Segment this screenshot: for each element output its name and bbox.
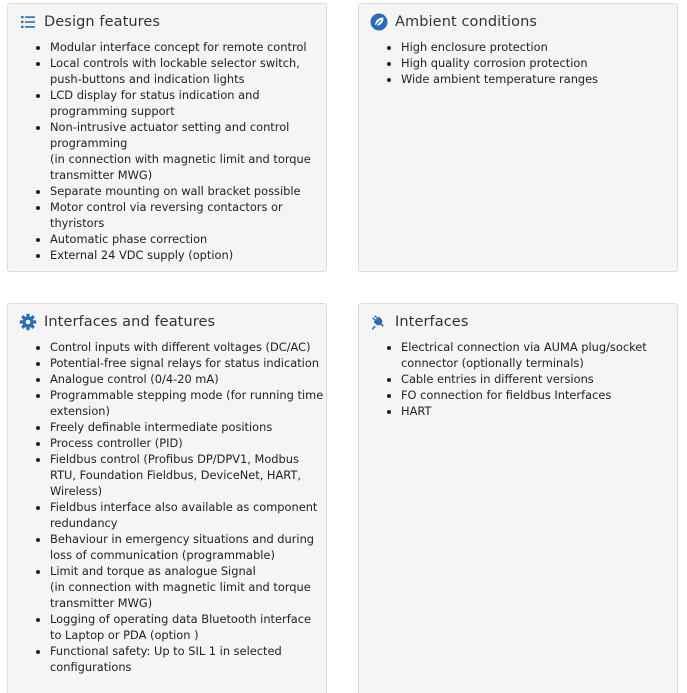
list-item: • Wide ambient temperature ranges xyxy=(401,71,676,87)
list-item: • Modular interface concept for remote control xyxy=(50,39,325,55)
ambient-conditions-card xyxy=(358,3,678,272)
interfaces-title: Interfaces xyxy=(395,314,469,330)
list-item: • Control inputs with different voltages (DC/AC) xyxy=(50,339,325,355)
interfaces-list xyxy=(381,339,676,419)
list-item: • LCD display for status indication and programming support xyxy=(50,87,325,119)
interfaces-header xyxy=(370,312,468,332)
list-item: • Analogue control (0/4-20 mA) xyxy=(50,371,325,387)
list-item: • Electrical connection via AUMA plug/socket connector (optionally terminals) xyxy=(401,339,676,371)
list-item: • Potential-free signal relays for status indication xyxy=(50,355,325,371)
list-item: • Non-intrusive actuator setting and control programming (in connection with magnetic limit and torque transmitter MWG) xyxy=(50,119,325,183)
list-item: • HART xyxy=(401,403,676,419)
ambient-conditions-title: Ambient conditions xyxy=(395,14,538,30)
list-item: • Freely definable intermediate positions xyxy=(50,419,325,435)
interfaces-features-title: Interfaces and features xyxy=(44,314,216,330)
list-item: • Fieldbus interface also available as component redundancy xyxy=(50,499,325,531)
gear-icon xyxy=(19,313,37,331)
list-item: • High enclosure protection xyxy=(401,39,676,55)
ambient-conditions-list xyxy=(381,39,676,87)
interfaces-features-card xyxy=(7,303,327,693)
list-item: • Behaviour in emergency situations and during loss of communication (programmable) xyxy=(50,531,325,563)
list-item: • Functional safety: Up to SIL 1 in selected configurations xyxy=(50,643,325,675)
design-features-title: Design features xyxy=(44,14,161,30)
list-item: • External 24 VDC supply (option) xyxy=(50,247,325,263)
list-item: • Motor control via reversing contactors or thyristors xyxy=(50,199,325,231)
list-item: • Process controller (PID) xyxy=(50,435,325,451)
interfaces-features-header xyxy=(19,312,215,332)
design-features-header xyxy=(19,12,160,32)
list-item: • Local controls with lockable selector switch, push-buttons and indication lights xyxy=(50,55,325,87)
plug-icon xyxy=(370,313,388,331)
design-features-card xyxy=(7,3,327,272)
design-features-list xyxy=(30,39,325,263)
interfaces-features-list xyxy=(30,339,325,675)
list-item: • Programmable stepping mode (for running time extension) xyxy=(50,387,325,419)
list-item: • Limit and torque as analogue Signal (in connection with magnetic limit and torque transmitter MWG) xyxy=(50,563,325,611)
ambient-conditions-header xyxy=(370,12,537,32)
list-icon xyxy=(19,13,37,31)
list-item: • Cable entries in different versions xyxy=(401,371,676,387)
list-item: • Fieldbus control (Profibus DP/DPV1, Modbus RTU, Foundation Fieldbus, DeviceNet, HART, Wireless) xyxy=(50,451,325,499)
list-item: • Logging of operating data Bluetooth interface to Laptop or PDA (option ) xyxy=(50,611,325,643)
leaf-icon xyxy=(370,13,388,31)
list-item: • High quality corrosion protection xyxy=(401,55,676,71)
list-item: • FO connection for fieldbus Interfaces xyxy=(401,387,676,403)
interfaces-card xyxy=(358,303,678,693)
list-item: • Automatic phase correction xyxy=(50,231,325,247)
list-item: • Separate mounting on wall bracket possible xyxy=(50,183,325,199)
